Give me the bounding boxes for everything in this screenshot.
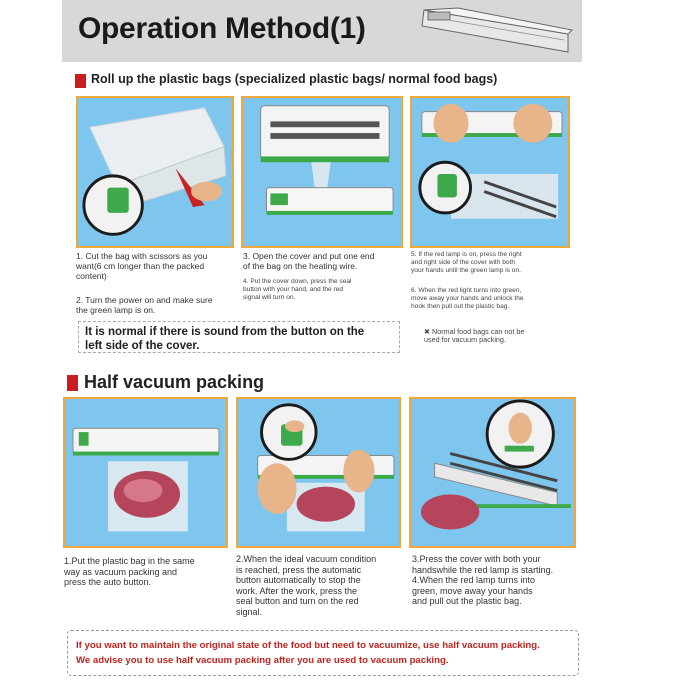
section-marker-icon — [75, 74, 86, 88]
half-step-2-caption: 2.When the ideal vacuum condition is reached, press the automatic button automatically to stop the work. After the work, press the seal button and turn on the red signal. — [236, 554, 377, 617]
vacuum-sealer-illustration — [418, 4, 576, 56]
sound-note-text: It is normal if there is sound from the button on the left side of the cover. — [85, 326, 365, 352]
section-marker-icon — [67, 375, 78, 391]
photo-release-bag — [409, 397, 576, 548]
step-5-caption: 5. If the red lamp is on, press the right and right side of the cover with both your hands until the green lamp is on. — [411, 251, 522, 274]
step-2-caption: 2. Turn the power on and make sure the green lamp is on. — [76, 295, 213, 315]
section-heading-roll-up: Roll up the plastic bags (specialized plastic bags/ normal food bags) — [91, 72, 498, 86]
sound-note-box — [78, 321, 400, 353]
half-step-1-caption: 1.Put the plastic bag in the same way as vacuum packing and press the auto button. — [64, 556, 195, 587]
photo-stop-vacuum — [236, 397, 401, 548]
page-title: Operation Method(1) — [78, 12, 366, 45]
step-6-caption: 6. When the red light turns into green, move away your hands and unlock the hook then pull out the plastic bag. — [411, 287, 524, 310]
step-1-caption: 1. Cut the bag with scissors as you want(6 cm longer than the packed content) — [76, 251, 208, 281]
photo-open-cover — [241, 96, 403, 248]
half-vacuum-warning-text: If you want to maintain the original state of the food but need to vacuumize, use half vacuum packing. We advise you to use half vacuum packing after you are used to vacuum packing. — [76, 640, 540, 666]
half-vacuum-warning-box — [67, 630, 579, 676]
photo-auto-button — [63, 397, 228, 548]
step-4-caption: 4. Put the cover down, press the seal button with your hand, and the red signal will turn on. — [243, 278, 352, 301]
photo-press-cover — [410, 96, 570, 248]
photo-cut-bag — [76, 96, 234, 248]
section-heading-half-vacuum: Half vacuum packing — [84, 372, 265, 392]
step-3-caption: 3. Open the cover and put one end of the bag on the heating wire. — [243, 251, 375, 271]
half-step-3-4-caption: 3.Press the cover with both your handswhile the red lamp is starting. 4.When the red lamp turns into green, move away your hands and pull out the plastic bag. — [412, 554, 554, 606]
food-bag-side-note: ✖ Normal food bags can not be used for vacuum packing. — [424, 327, 525, 344]
